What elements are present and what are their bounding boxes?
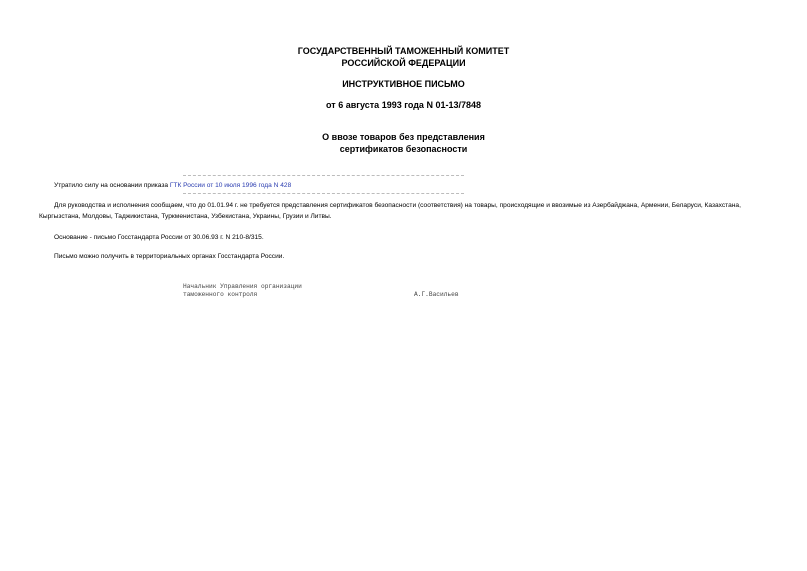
document-subject-line1: О ввозе товаров без представления xyxy=(322,132,485,142)
repeal-notice xyxy=(54,180,291,191)
notice-bottom-divider xyxy=(183,193,464,194)
body-paragraph-2: Основание - письмо Госстандарта России от 30.06.93 г. N 210-8/315. xyxy=(54,234,264,241)
agency-name-line1: ГОСУДАРСТВЕННЫЙ ТАМОЖЕННЫЙ КОМИТЕТ xyxy=(297,46,510,56)
document-type: ИНСТРУКТИВНОЕ ПИСЬМО xyxy=(342,79,465,89)
body-paragraph-3: Письмо можно получить в территориальных органах Госстандарта России. xyxy=(54,253,285,260)
signatory-title-line1: Начальник Управления организации xyxy=(183,283,302,290)
signatory-name: А.Г.Васильев xyxy=(414,291,459,298)
document-subject-line2: сертификатов безопасности xyxy=(339,144,468,154)
signatory-title-line2: таможенного контроля xyxy=(183,291,258,298)
repeal-notice-text: Утратило силу на основании приказа xyxy=(54,182,170,189)
repeal-order-link[interactable]: ГТК России от 10 июля 1996 года N 428 xyxy=(169,182,292,189)
body-paragraph-1: Для руководства и исполнения сообщаем, что до 01.01.94 г. не требуется представления сертификатов безопасности (соответствия) на товары, происходящие и ввозимые из Азербайджана, Армении, Беларуси, Казахстана, Кыргызстана, Молдовы, Таджикистана, Туркменистана, Узбекистана, Украины, Грузии и Литвы. xyxy=(39,202,741,220)
notice-top-divider xyxy=(183,175,464,176)
agency-name-line2: РОССИЙСКОЙ ФЕДЕРАЦИИ xyxy=(341,58,466,68)
document-date-number: от 6 августа 1993 года N 01-13/7848 xyxy=(326,100,481,110)
